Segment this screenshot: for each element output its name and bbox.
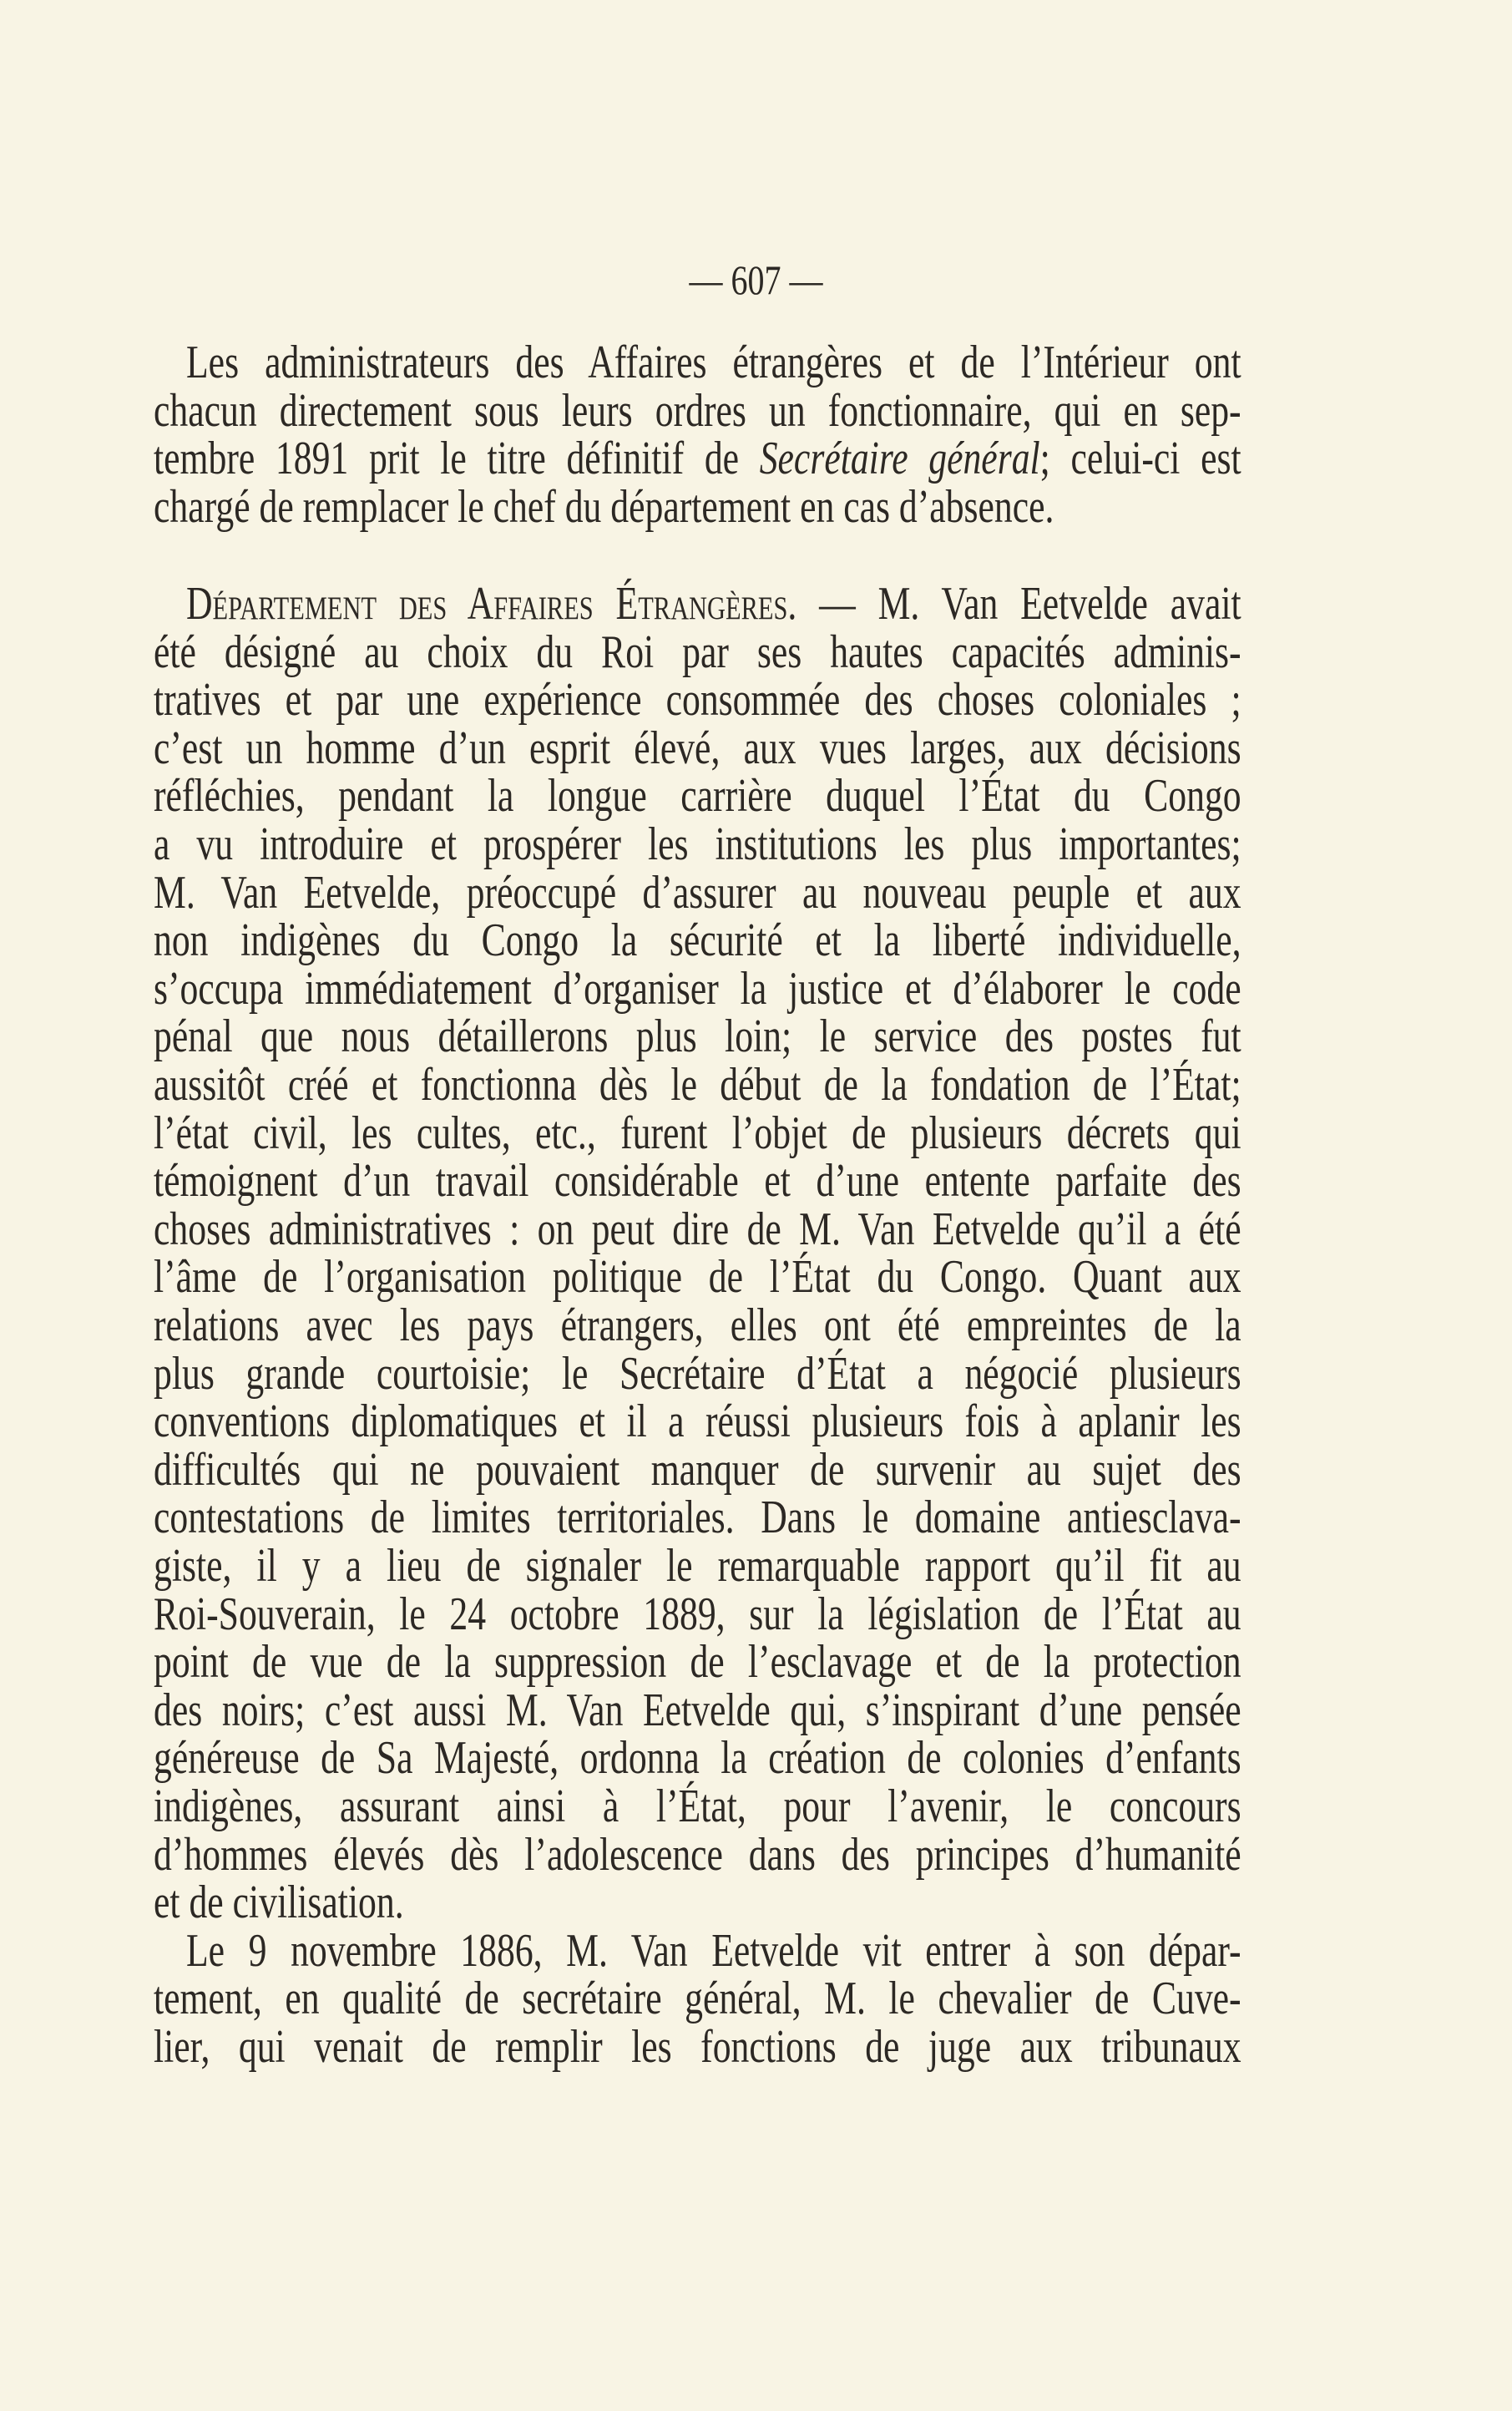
text-line — [154, 1635, 1241, 1689]
text-line — [154, 1828, 1241, 1882]
section-heading-line — [154, 577, 1241, 631]
text-line — [154, 2020, 1241, 2074]
text-line — [154, 1058, 1241, 1112]
text-segment: conventions diplomatiques et il a réussi plusieurs fois à aplanir les — [154, 1395, 1241, 1448]
text-line — [154, 336, 1241, 389]
text-line — [154, 1684, 1241, 1737]
text-segment: non indigènes du Congo la sécurité et la liberté individuelle, — [154, 914, 1241, 967]
text-line — [154, 914, 1241, 967]
text-line — [154, 432, 1241, 485]
text-line — [154, 1539, 1241, 1593]
text-segment: témoignent d’un travail considérable et d’une entente parfaite des — [154, 1155, 1241, 1208]
text-segment: relations avec les pays étrangers, elles ont été empreintes de la — [154, 1299, 1241, 1351]
text-line — [154, 962, 1241, 1016]
text-segment: tembre 1891 prit le titre définitif de — [154, 433, 760, 485]
text-segment: c’est un homme d’un esprit élevé, aux vues larges, aux décisions — [154, 722, 1241, 774]
text-segment: été désigné au choix du Roi par ses hautes capacités adminis- — [154, 626, 1241, 678]
text-segment: l’âme de l’organisation politique de l’État du Congo. Quant aux — [154, 1251, 1241, 1304]
text-line — [154, 1395, 1241, 1448]
text-segment: lier, qui venait de remplir les fonctions de juge aux tribunaux — [154, 2021, 1241, 2073]
text-line — [154, 1203, 1241, 1256]
text-segment: pénal que nous détaillerons plus loin; le service des postes fut — [154, 1010, 1241, 1063]
text-segment: a vu introduire et prospérer les institutions les plus importantes; — [154, 818, 1241, 870]
text-segment: chargé de remplacer le chef du département en cas d’absence. — [154, 480, 1054, 533]
text-line — [154, 1588, 1241, 1641]
text-segment: — M. Van Eetvelde avait — [796, 578, 1241, 630]
text-segment: l’état civil, les cultes, etc., furent l’objet de plusieurs décrets qui — [154, 1107, 1241, 1159]
page-number: — 607 — — [689, 256, 823, 303]
text-line — [154, 673, 1241, 727]
text-segment: réfléchies, pendant la longue carrière duquel l’État du Congo — [154, 770, 1241, 823]
text-segment: chacun directement sous leurs ordres un fonctionnaire, qui en sep- — [154, 384, 1241, 437]
text-segment: Roi-Souverain, le 24 octobre 1889, sur la législation de l’État au — [154, 1588, 1241, 1640]
text-segment: tement, en qualité de secrétaire général, M. le chevalier de Cuve- — [154, 1973, 1241, 2025]
text-segment: contestations de limites territoriales. Dans le domaine antiesclava- — [154, 1492, 1241, 1544]
text-line — [154, 1299, 1241, 1352]
text-line — [154, 480, 1241, 534]
text-segment: des noirs; c’est aussi M. Van Eetvelde qui, s’inspirant d’une pensée — [154, 1684, 1241, 1736]
text-segment: aussitôt créé et fonctionna dès le début de la fondation de l’État; — [154, 1059, 1241, 1111]
text-segment: ; celui-ci est — [1039, 433, 1241, 485]
text-line — [154, 866, 1241, 919]
text-segment: et de civilisation. — [154, 1877, 404, 1929]
text-line — [154, 384, 1241, 438]
text-line — [154, 1780, 1241, 1833]
text-line — [154, 722, 1241, 775]
text-line — [154, 1347, 1241, 1401]
text-line — [154, 1972, 1241, 2025]
text-line — [154, 1876, 1241, 1929]
italic-term: Secrétaire général — [759, 433, 1040, 485]
text-line — [154, 1924, 1241, 1978]
text-line — [154, 626, 1241, 679]
text-line — [154, 1010, 1241, 1063]
text-line — [154, 769, 1241, 823]
text-segment: plus grande courtoisie; le Secrétaire d’État a négocié plusieurs — [154, 1347, 1241, 1400]
text-segment: difficultés qui ne pouvaient manquer de survenir au sujet des — [154, 1443, 1241, 1496]
section-heading: Département des Affaires Étrangères. — [186, 578, 797, 630]
text-segment: s’occupa immédiatement d’organiser la justice et d’élaborer le code — [154, 962, 1241, 1015]
text-segment: Les administrateurs des Affaires étrangères et de l’Intérieur ont — [186, 337, 1241, 388]
text-line — [154, 1107, 1241, 1160]
text-segment: choses administratives : on peut dire de M. Van Eetvelde qu’il a été — [154, 1203, 1241, 1255]
text-segment: giste, il y a lieu de signaler le remarquable rapport qu’il fit au — [154, 1540, 1241, 1592]
text-line — [154, 1443, 1241, 1497]
text-segment: point de vue de la suppression de l’esclavage et de la protection — [154, 1636, 1241, 1689]
text-segment: Le 9 novembre 1886, M. Van Eetvelde vit entrer à son dépar- — [186, 1924, 1241, 1977]
text-line — [154, 1491, 1241, 1544]
text-line — [154, 818, 1241, 871]
text-segment: généreuse de Sa Majesté, ordonna la création de colonies d’enfants — [154, 1732, 1241, 1785]
text-line — [154, 1250, 1241, 1304]
text-segment: indigènes, assurant ainsi à l’État, pour l’avenir, le concours — [154, 1780, 1241, 1832]
text-segment: M. Van Eetvelde, préoccupé d’assurer au nouveau peuple et aux — [154, 866, 1241, 919]
text-line — [154, 1731, 1241, 1785]
text-segment: tratives et par une expérience consommée des choses coloniales ; — [154, 674, 1241, 727]
text-segment: d’hommes élevés dès l’adolescence dans des principes d’humanité — [154, 1828, 1241, 1881]
text-line — [154, 1154, 1241, 1208]
